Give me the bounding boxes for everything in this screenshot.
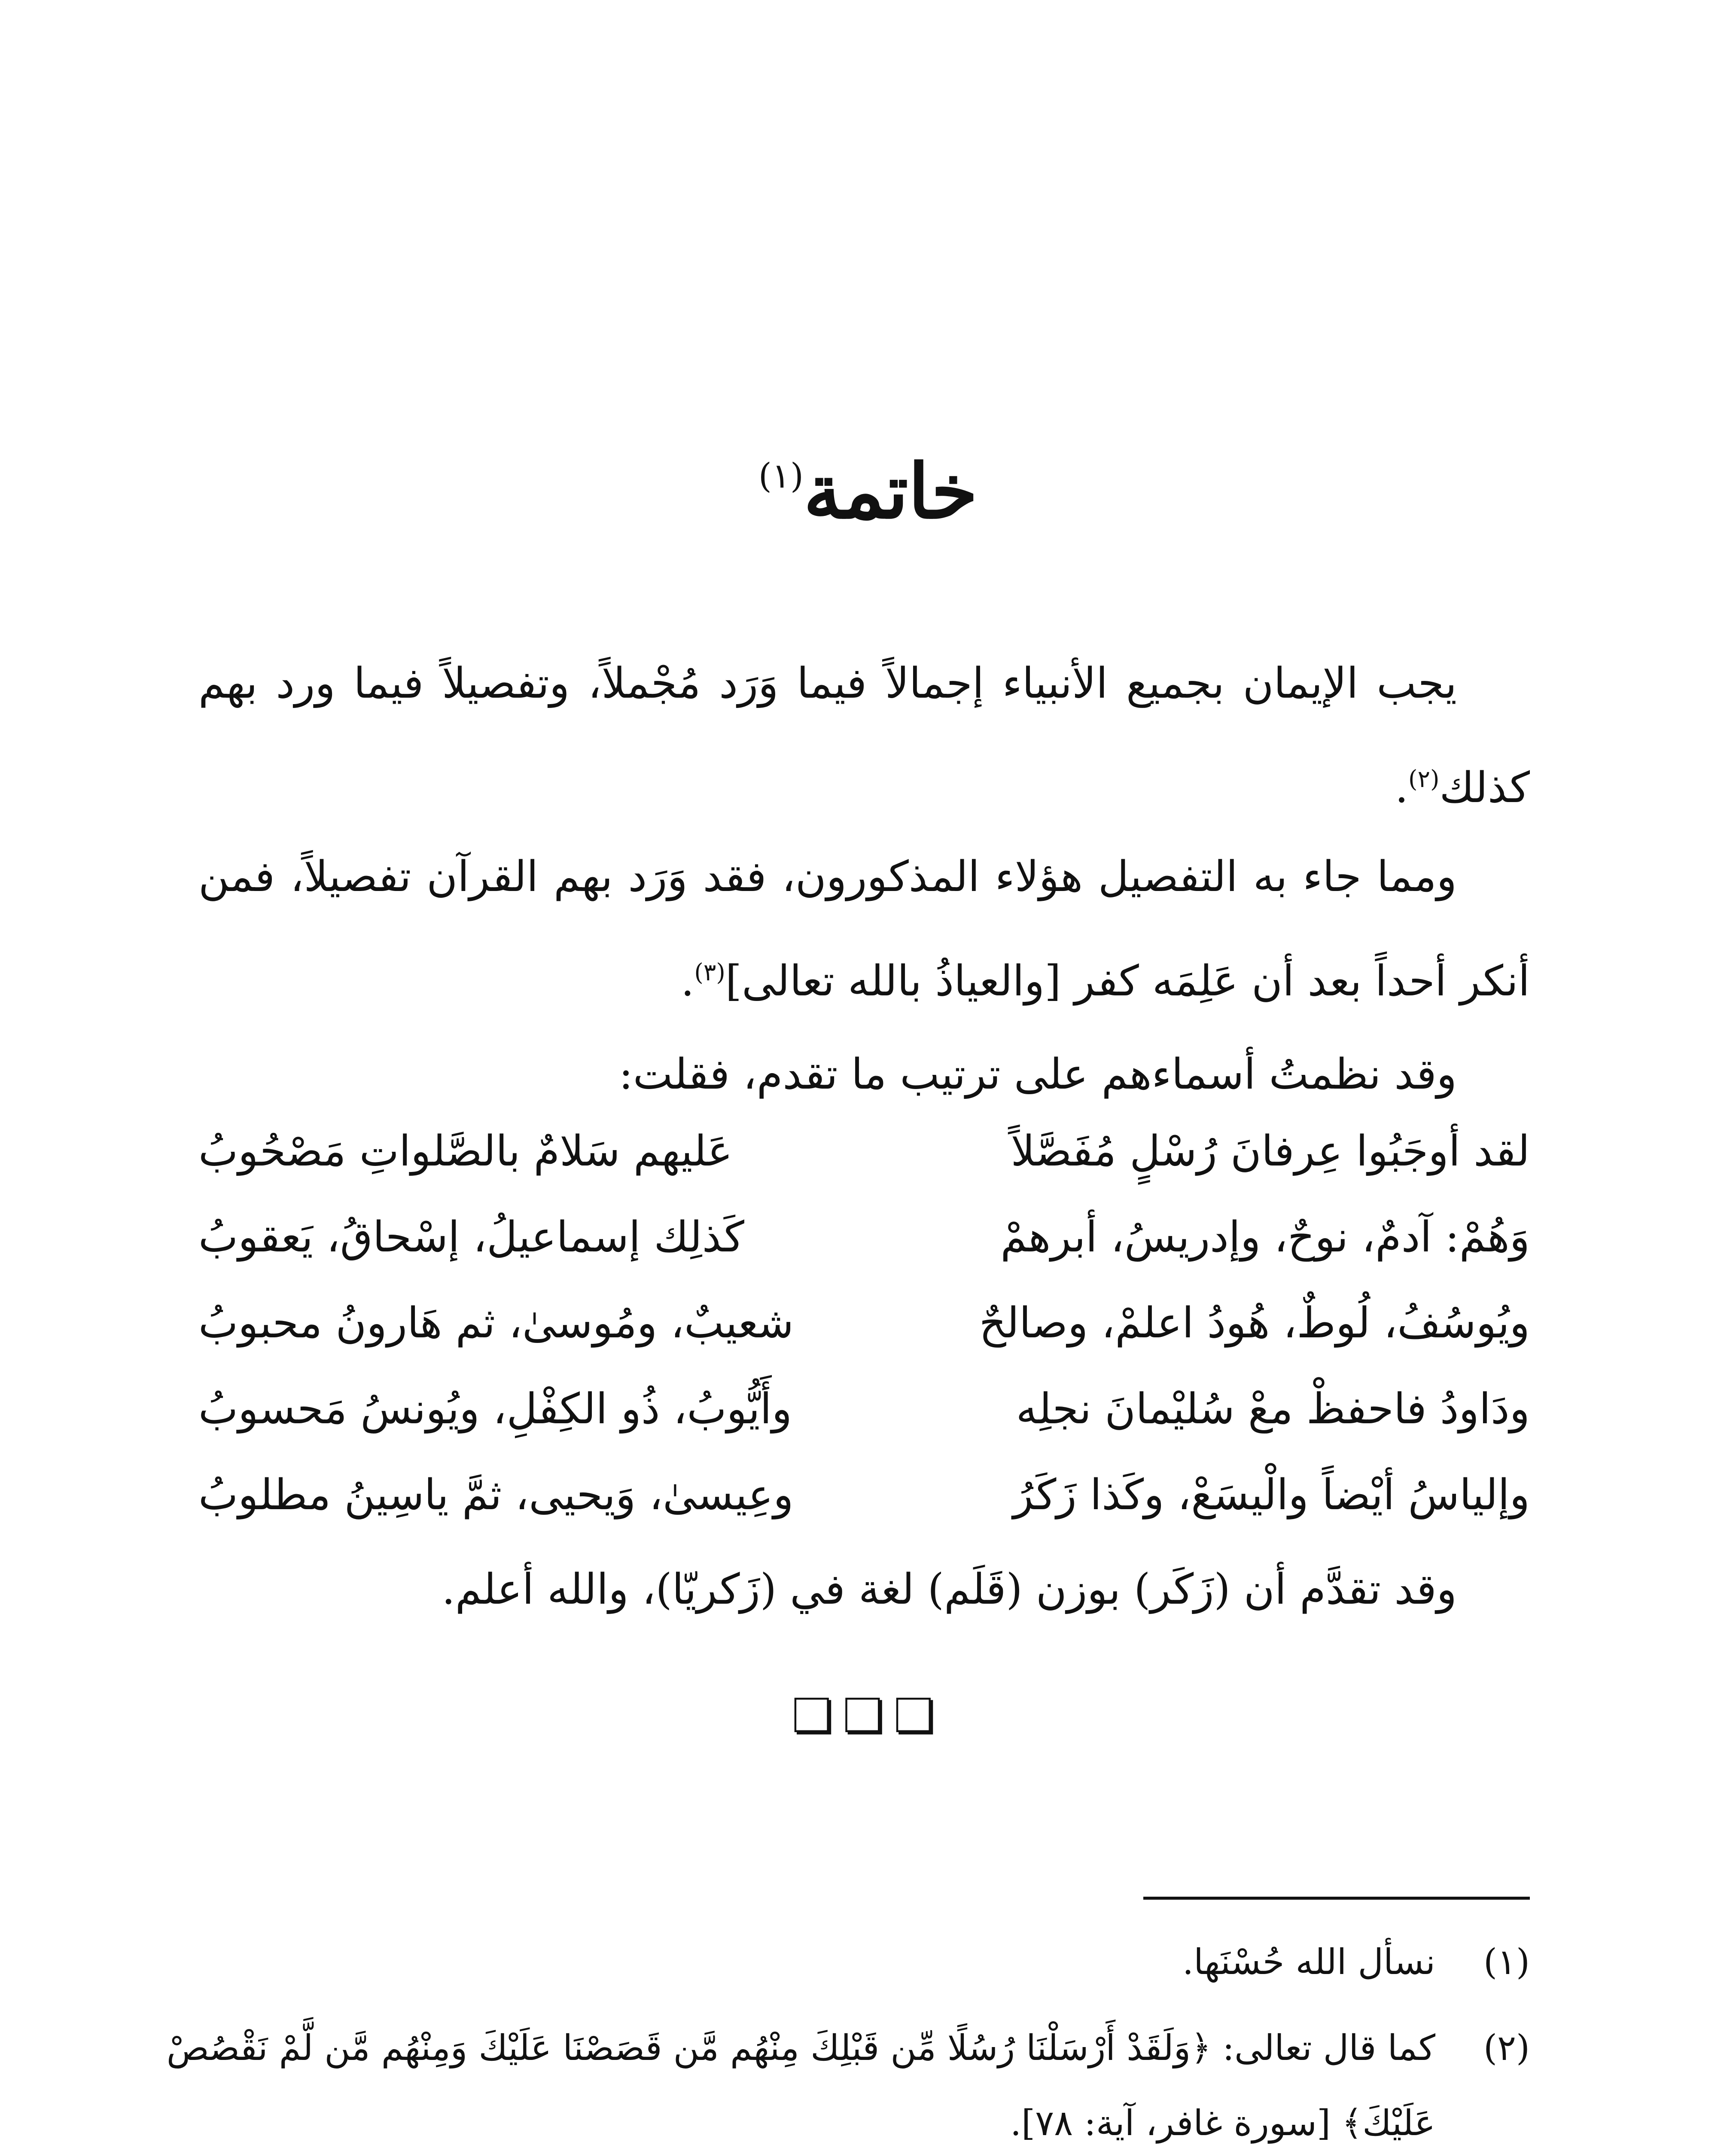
footnote-2-continuation: عَلَيْكَ﴾ [سورة غافر، آية: ٧٨]. bbox=[1010, 2103, 1435, 2144]
paragraph-1 bbox=[198, 636, 1530, 836]
title-footnote-ref: (١) bbox=[758, 456, 804, 496]
verse-second-hemistich: وأَيُّوبُ، ذُو الكِفْلِ، ويُونسُ مَحسوبُ bbox=[198, 1385, 792, 1434]
section-ornament: ❏❏❏ bbox=[792, 1688, 944, 1743]
paragraph-2-end: . bbox=[681, 957, 694, 1006]
paragraph-3 bbox=[198, 1027, 1530, 1122]
verse-second-hemistich: شعيبٌ، ومُوسىٰ، ثم هَارونُ محبوبُ bbox=[198, 1299, 794, 1348]
footnote-separator bbox=[1143, 1897, 1530, 1900]
paragraph-2 bbox=[198, 829, 1530, 1029]
footnote-1 bbox=[164, 1925, 1530, 2000]
footnote-2 bbox=[164, 2011, 1530, 2148]
verse-line bbox=[198, 1108, 1530, 1194]
verse-first-hemistich: لقد أوجَبُوا عِرفانَ رُسْلٍ مُفَصَّلاً bbox=[1011, 1127, 1530, 1176]
footnote-1-text: نسأل الله حُسْنَها. bbox=[1182, 1942, 1435, 1983]
verse-first-hemistich: وإلياسُ أيْضاً والْيسَعْ، وكَذا زَكَرُ bbox=[1013, 1471, 1530, 1519]
footnote-2-text: كما قال تعالى: ﴿وَلَقَدْ أَرْسَلْنَا رُسُلًا مِّن قَبْلِكَ مِنْهُم مَّن قَصَصْنَا عَلَيْكَ وَمِنْهُم مَّن لَّمْ نَقْصُصْ bbox=[166, 2028, 1435, 2069]
verse-line bbox=[198, 1280, 1530, 1366]
paragraph-2-footnote-ref: (٣) bbox=[694, 958, 725, 986]
verse-first-hemistich: ويُوسُفُ، لُوطٌ، هُودُ اعلمْ، وصالحٌ bbox=[979, 1299, 1530, 1348]
concluding-sentence: وقد تقدَّم أن (زَكَر) بوزن (قَلَم) لغة في (زَكريّا)، والله أعلم. bbox=[442, 1565, 1457, 1614]
paragraph-2-text: ومما جاء به التفصيل هؤلاء المذكورون، فقد وَرَد بهم القرآن تفصيلاً، فمن أنكر أحداً بعد أن عَلِمَه كفر [والعياذُ بالله تعالى] bbox=[198, 852, 1530, 1006]
verse-second-hemistich: كَذلِك إسماعيلُ، إسْحاقُ، يَعقوبُ bbox=[198, 1213, 744, 1262]
paragraph-1-text: يجب الإيمان بجميع الأنبياء إجمالاً فيما وَرَد مُجْملاً، وتفصيلاً فيما ورد بهم كذلك bbox=[198, 659, 1530, 812]
chapter-title-text: خاتمة bbox=[804, 448, 978, 536]
verse-line bbox=[198, 1452, 1530, 1538]
verse-first-hemistich: ودَاودُ فاحفظْ معْ سُليْمانَ نجلِه bbox=[1016, 1385, 1530, 1434]
paragraph-1-footnote-ref: (٢) bbox=[1408, 765, 1440, 793]
verse-line bbox=[198, 1366, 1530, 1452]
footnote-2-number: (٢) bbox=[1483, 2028, 1530, 2069]
paragraph-3-text: وقد نظمتُ أسماءهم على ترتيب ما تقدم، فقلت: bbox=[618, 1050, 1457, 1099]
verse-second-hemistich: عَليهم سَلامٌ بالصَّلواتِ مَصْحُوبُ bbox=[198, 1127, 733, 1176]
verse-line bbox=[198, 1194, 1530, 1280]
paragraph-1-end: . bbox=[1395, 763, 1408, 812]
verse-second-hemistich: وعِيسىٰ، وَيحيى، ثمَّ ياسِينُ مطلوبُ bbox=[198, 1471, 794, 1519]
verse-first-hemistich: وَهُمْ: آدمٌ، نوحٌ، وإدريسُ، أبرهمْ bbox=[1000, 1213, 1530, 1262]
chapter-title bbox=[0, 447, 1736, 537]
footnote-1-number: (١) bbox=[1483, 1942, 1530, 1983]
